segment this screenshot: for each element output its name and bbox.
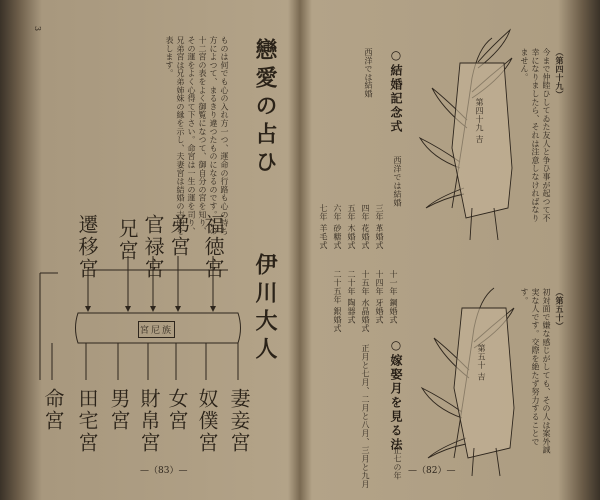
right-body-text: 西洋では結婚 <box>364 48 373 98</box>
right-page-number: —（82）— <box>408 466 456 476</box>
palace-dan: 男宮 <box>107 388 131 432</box>
lucky-month-note: 正七の年 <box>393 446 402 480</box>
palace-kanroku: 官禄宮 <box>141 214 165 280</box>
item-49-label: （第四十九） <box>555 48 565 99</box>
fortune-slip-bottom-label: 第五十 吉 <box>477 344 486 382</box>
palace-dentaku: 田宅宮 <box>75 388 99 454</box>
item-49-text: 今まで仲睦ひしてゐた友人と争ひ事が起つて不幸になりましたら、それは注意しなければなりません。 <box>520 48 551 223</box>
anniversary-item: 十一年 鋼婚式 <box>389 270 398 325</box>
heading-lucky-month: ○嫁娶月を見る法 <box>389 338 403 452</box>
anniversary-item: 十四年 牙婚式 <box>375 270 384 325</box>
palace-mei: 命宮 <box>41 388 65 432</box>
author-name: 伊川大人 <box>252 253 278 365</box>
palace-doboku: 奴僕宮 <box>195 388 219 454</box>
left-body-text: ものは何でも心の入れ方一つ、運命の行路も心の持ち方によつて、まるきり違つたものになるのです。この十二宮の表をよく御覧になつて、御自分の宮を知り、その運をよく心得て下さい。命宮は一生の運を司り、兄弟宮は兄弟姉妹の縁を示し、夫妻宮は結婚の吉凶を表します。 <box>165 36 229 236</box>
right-page <box>304 8 572 488</box>
anniversary-item: 七年 羊毛式 <box>319 204 328 250</box>
anniversary-item: 十五年 水晶婚式 <box>361 270 370 333</box>
anniversary-item: 四年 花婚式 <box>361 204 370 250</box>
palace-kei: 兄宮 <box>115 218 139 262</box>
anniversary-item: 六年 砂糖式 <box>333 204 342 250</box>
diagram-center-label: 宮尼族 <box>138 321 175 338</box>
palace-zaihaku: 財帛宮 <box>137 388 161 454</box>
anniversary-note: 西洋では結婚 <box>393 156 402 207</box>
palace-seni: 遷移宮 <box>75 214 99 280</box>
anniversary-item: 二十五年 銀婚式 <box>333 270 342 333</box>
anniversary-item: 三年 革婚式 <box>375 204 384 250</box>
chapter-title: 戀愛の占ひ <box>252 38 278 178</box>
palace-jo: 女宮 <box>165 388 189 432</box>
palace-fukutoku: 福徳宮 <box>201 214 225 280</box>
corner-number: 3 <box>33 26 42 32</box>
left-page <box>28 8 294 488</box>
palace-tei: 弟宮 <box>167 214 191 258</box>
fortune-slip-top-label: 第四十九 吉 <box>475 98 484 144</box>
anniversary-item: 二十年 陶器式 <box>347 270 356 325</box>
lucky-month-text: 正月と七月、二月と八月、三月と九月 <box>361 344 370 488</box>
item-50-label: （第五十） <box>555 288 565 331</box>
palace-saishou: 妻妾宮 <box>227 388 251 454</box>
heading-anniversary: ○結婚記念式 <box>389 48 403 134</box>
anniversary-item: 五年 木婚式 <box>347 204 356 250</box>
item-50-text: 初対面で嫌な感じがしても、その人は案外誠実な人です。交際を絶たず努力することです。 <box>520 288 551 454</box>
left-page-number: —（83）— <box>140 466 188 476</box>
